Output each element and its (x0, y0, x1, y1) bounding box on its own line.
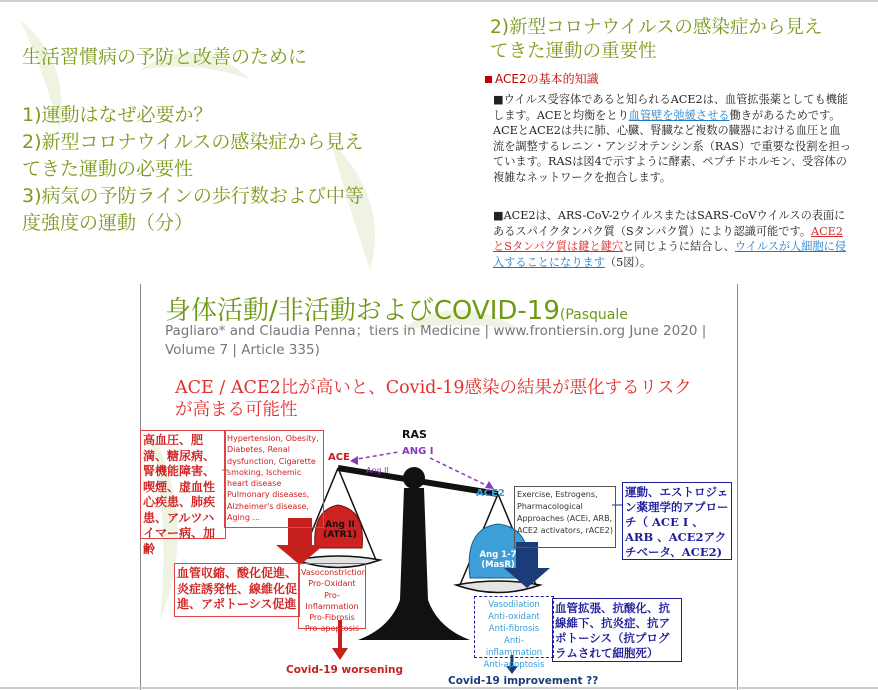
outline-item: てきた運動の必要性 (22, 158, 194, 180)
interventions-jp-box: 運動、エストロジェン薬理学的アプローチ（ ACE Ⅰ 、ARB 、ACE2アクチベータ、ACE2) (622, 482, 732, 560)
right-title: 2)新型コロナウイルスの感染症から見え てきた運動の重要性 (490, 17, 823, 62)
ang2-small-label: Ang II (366, 466, 389, 475)
figure-citation: Pagliaro* and Claudia Penna；tiers in Medicine | www.frontiersin.org June 2020 | Volume 7 | Article 335) (165, 323, 707, 358)
bottom-divider (0, 687, 878, 689)
outline-item: 3)病気の予防ラインの歩行数および中等 (22, 185, 364, 207)
inline-link[interactable]: 血管壁を弛緩させる (628, 108, 730, 122)
improvement-label: Covid-19 improvement ?? (448, 675, 599, 687)
risk-factors-en-box: Hypertension, Obesity, Diabetes, Renal dysfunction, Cigarette smoking, Ischemic heart disease Pulmonary diseases, Alzheimer's disease, Aging ... (224, 430, 324, 528)
ang1-label: ANG I (402, 446, 434, 457)
ras-label: RAS (402, 428, 427, 441)
pivot-ball (403, 467, 425, 489)
ang2-atr1-label: Ang II (ATR1) (323, 520, 357, 540)
worsening-arrow-icon (332, 648, 348, 660)
paragraph-ace2-spike: ■ACE2は、ARS-CoV-2ウイルスまたはSARS-CoVウイルスの表面にあるスパイクタンパク質（Sタンパク質）により認識可能です。ACE2とSタンパク質は鍵と鍵穴と同じように結合し、ウイルスが人細胞に侵入することになります（5図）。 (493, 209, 847, 269)
harmful-effects-jp-box: 血管収縮、酸化促進、炎症誘発性、線維化促進、アポトーシス促進 (174, 563, 300, 617)
ang1-arrow (352, 452, 398, 460)
outline-item: 2)新型コロナウイルスの感染症から見え (22, 131, 364, 153)
left-title: 生活習慣病の予防と改善のために (22, 46, 308, 68)
harmful-effects-en-box: Vasoconstriction Pro-Oxidant Pro-Inflammation Pro-Fibrosis Pro-apoptosis (298, 563, 366, 629)
outline-item: 度強度の運動（分） (22, 212, 194, 234)
outline-item: 1)運動はなぜ必要か？ (22, 104, 213, 126)
highlight-key-lock: ACE2とSタンパク質は鍵と鍵穴 (493, 224, 843, 254)
interventions-en-box: Exercise, Estrogens, Pharmacological Approaches (ACEi, ARB, ACE2 activators, rACE2) ... (514, 486, 616, 548)
beneficial-effects-jp-box: 血管拡張、抗酸化、抗線維下、抗炎症、抗アポトーシス（抗プログラムされて細胞死） (552, 598, 682, 662)
section-heading: ACE2の基本的知識 (485, 70, 599, 87)
paragraph-ace2-basics: ■ウイルス受容体であると知られるACE2は、血管拡張薬としても機能します。ACEと均衡をとり血管壁を弛緩させる働きがあるためです。ACEとACE2は共に肺、心臓、腎臓など複数の臓器における血圧と血流を調整するレニン・アンジオテンシン系（RAS）で重要な役割を担っています。RASは図4で示すように酵素、ペプチドホルモン、受容体の複雑なネットワークを抱合します。 (493, 93, 851, 184)
ace2-label: ACE2 (476, 488, 505, 499)
ang17-label: Ang 1-7 (MasR) (479, 550, 517, 570)
worsening-label: Covid-19 worsening (286, 664, 404, 676)
balance-stand (358, 488, 470, 640)
figure-title: 身体活動/非活動およびCOVID-19(Pasquale (165, 296, 628, 326)
beneficial-effects-en-box: Vasodilation Anti-oxidant Anti-fibrosis Anti-inflammation Anti-apoptosis (474, 596, 554, 658)
inline-link[interactable]: ウイルスが人細胞に侵入することになります (493, 240, 847, 269)
risk-factors-jp-box: 高血圧、肥満、糖尿病、腎機能障害、喫煙、虚血性心疾患、肺疾患、アルツハイマー病、加齢 (140, 430, 226, 539)
ace-label: ACE (328, 452, 350, 463)
risk-statement: ACE / ACE2比が高いと、Covid-19感染の結果が悪化するリスクが高まる可能性 (175, 378, 692, 420)
